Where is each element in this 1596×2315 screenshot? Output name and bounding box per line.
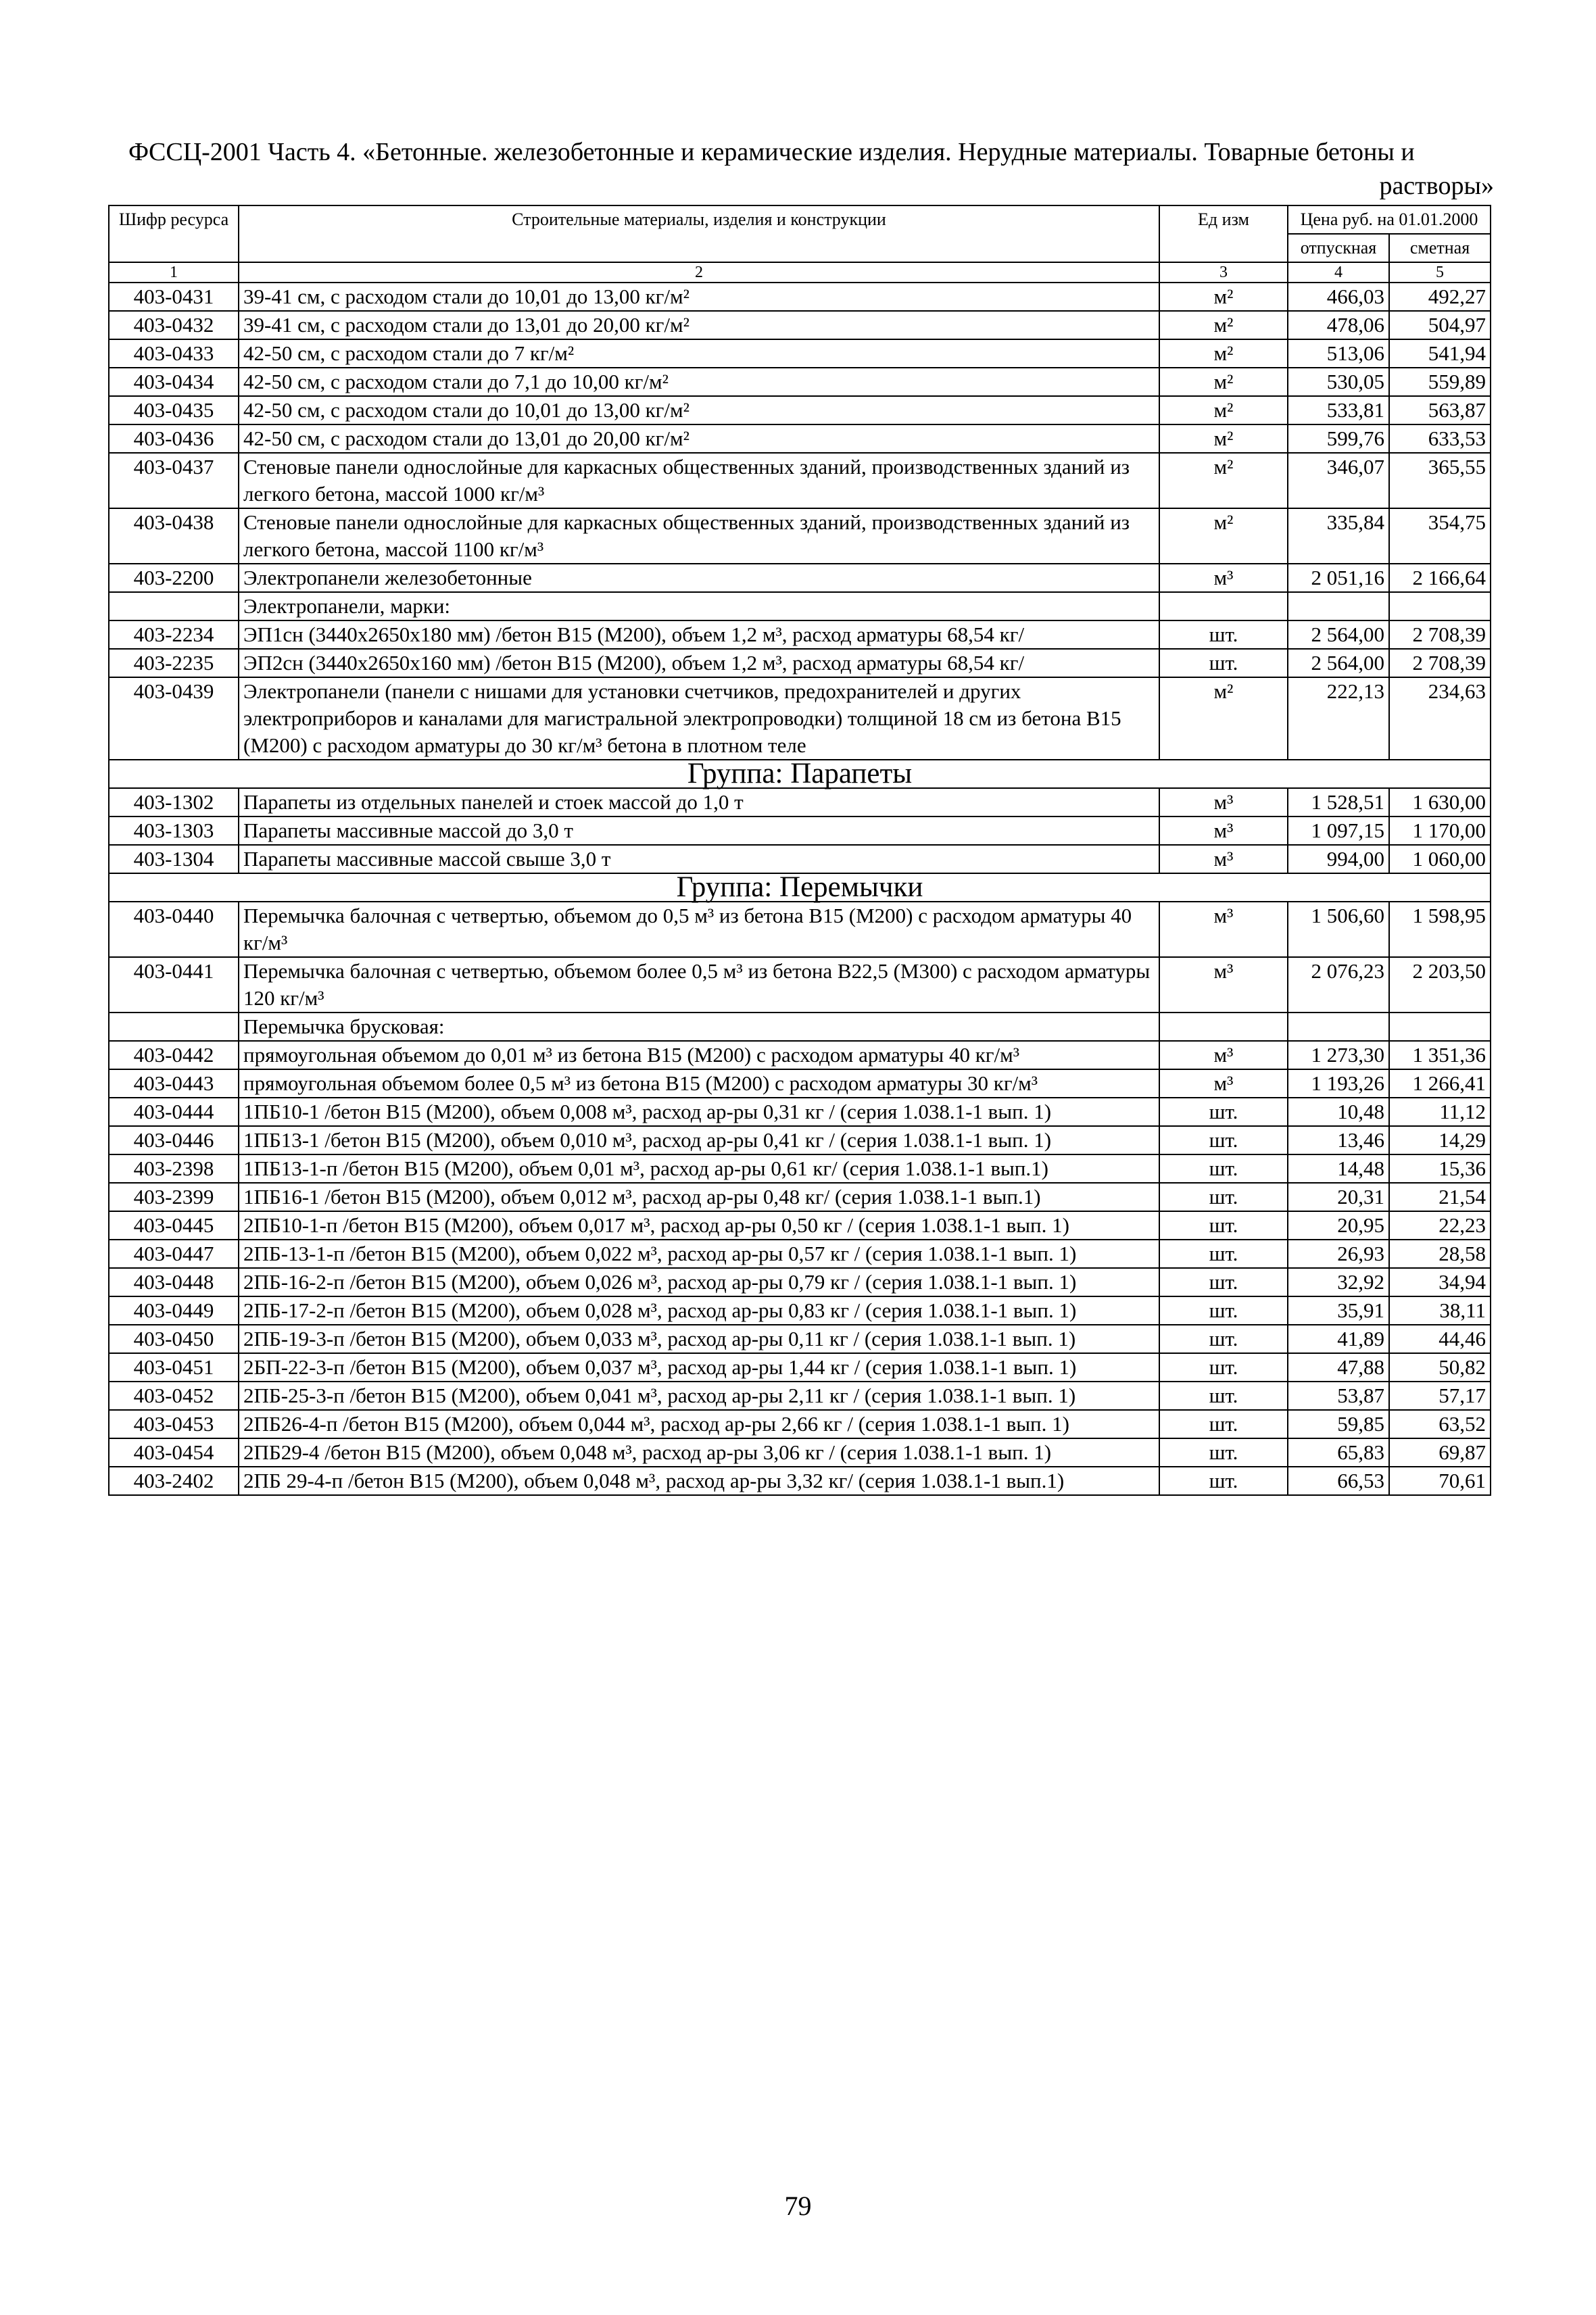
material-name-cell: 39-41 см, с расходом стали до 10,01 до 13,00 кг/м² (239, 283, 1159, 311)
resource-code-cell: 403-0447 (109, 1240, 239, 1268)
resource-code-cell: 403-0449 (109, 1296, 239, 1325)
release-price-cell: 13,46 (1288, 1126, 1389, 1154)
estimate-price-cell: 1 630,00 (1389, 788, 1491, 817)
table-row (109, 1069, 1491, 1098)
table-row (109, 339, 1491, 368)
material-name-cell: Перемычка балочная с четвертью, объемом до 0,5 м³ из бетона В15 (М200) с расходом арматуры 40 кг/м³ (239, 902, 1159, 957)
estimate-price-cell: 504,97 (1389, 311, 1491, 339)
release-price-cell: 2 076,23 (1288, 957, 1389, 1013)
table-row (109, 902, 1491, 957)
estimate-price-cell: 69,87 (1389, 1438, 1491, 1467)
estimate-price-cell: 21,54 (1389, 1183, 1491, 1211)
estimate-price-cell: 15,36 (1389, 1154, 1491, 1183)
resource-code-cell: 403-0440 (109, 902, 239, 957)
column-number: 1 (109, 262, 239, 283)
group-heading: Группа: Парапеты (109, 760, 1491, 788)
resource-code-cell: 403-2234 (109, 620, 239, 649)
table-row (109, 311, 1491, 339)
material-name-cell: 2БП-22-3-п /бетон В15 (М200), объем 0,037 м³, расход ар-ры 1,44 кг / (серия 1.038.1-1 вып. 1) (239, 1353, 1159, 1382)
unit-cell: шт. (1159, 649, 1288, 677)
material-name-cell: 42-50 см, с расходом стали до 10,01 до 13,00 кг/м² (239, 396, 1159, 424)
subheading-row (109, 592, 1491, 620)
release-price-cell (1288, 1013, 1389, 1041)
header-estimate: сметная (1389, 234, 1491, 262)
unit-cell: м² (1159, 396, 1288, 424)
table-row (109, 1410, 1491, 1438)
estimate-price-cell: 559,89 (1389, 368, 1491, 396)
estimate-price-cell: 563,87 (1389, 396, 1491, 424)
estimate-price-cell: 541,94 (1389, 339, 1491, 368)
unit-cell: шт. (1159, 1098, 1288, 1126)
material-name-cell: Электропанели (панели с нишами для установки счетчиков, предохранителей и других электроприборов и каналами для магистральной электропроводки) толщиной 18 см из бетона В15 (М200) с расходом арматуры до 30 кг/м³ бетона в плотном теле (239, 677, 1159, 760)
unit-cell: шт. (1159, 1240, 1288, 1268)
resource-code-cell: 403-0452 (109, 1382, 239, 1410)
resource-code-cell (109, 1013, 239, 1041)
estimate-price-cell: 2 708,39 (1389, 649, 1491, 677)
unit-cell: м³ (1159, 1069, 1288, 1098)
release-price-cell: 1 506,60 (1288, 902, 1389, 957)
release-price-cell: 2 564,00 (1288, 620, 1389, 649)
resource-code-cell: 403-1303 (109, 817, 239, 845)
estimate-price-cell: 1 170,00 (1389, 817, 1491, 845)
release-price-cell: 599,76 (1288, 424, 1389, 453)
column-number: 4 (1288, 262, 1389, 283)
material-name-cell: 39-41 см, с расходом стали до 13,01 до 20,00 кг/м² (239, 311, 1159, 339)
table-row (109, 677, 1491, 760)
estimate-price-cell: 38,11 (1389, 1296, 1491, 1325)
unit-cell: шт. (1159, 1410, 1288, 1438)
material-name-cell: Стеновые панели однослойные для каркасных общественных зданий, производственных зданий из легкого бетона, массой 1000 кг/м³ (239, 453, 1159, 508)
release-price-cell: 335,84 (1288, 508, 1389, 564)
unit-cell: шт. (1159, 1211, 1288, 1240)
material-name-cell: ЭП1сн (3440х2650х180 мм) /бетон В15 (М200), объем 1,2 м³, расход арматуры 68,54 кг/ (239, 620, 1159, 649)
release-price-cell: 20,31 (1288, 1183, 1389, 1211)
unit-cell: м³ (1159, 1041, 1288, 1069)
estimate-price-cell: 1 060,00 (1389, 845, 1491, 873)
estimate-price-cell: 34,94 (1389, 1268, 1491, 1296)
table-row (109, 1268, 1491, 1296)
material-name-cell: Перемычка брусковая: (239, 1013, 1159, 1041)
unit-cell: м² (1159, 677, 1288, 760)
resource-code-cell: 403-0443 (109, 1069, 239, 1098)
table-row (109, 283, 1491, 311)
material-name-cell: прямоугольная объемом до 0,01 м³ из бетона В15 (М200) с расходом арматуры 40 кг/м³ (239, 1041, 1159, 1069)
estimate-price-cell: 492,27 (1389, 283, 1491, 311)
estimate-price-cell: 2 708,39 (1389, 620, 1491, 649)
page-number: 79 (784, 2191, 812, 2221)
release-price-cell: 41,89 (1288, 1325, 1389, 1353)
table-row (109, 1438, 1491, 1467)
page-header-line-1: ФССЦ-2001 Часть 4. «Бетонные. железобетонные и керамические изделия. Нерудные материалы. Товарные бетоны и (128, 138, 1415, 166)
resource-code-cell: 403-0432 (109, 311, 239, 339)
resource-code-cell: 403-0438 (109, 508, 239, 564)
material-name-cell: 2ПБ-19-3-п /бетон В15 (М200), объем 0,033 м³, расход ар-ры 0,11 кг / (серия 1.038.1-1 вып. 1) (239, 1325, 1159, 1353)
release-price-cell: 2 051,16 (1288, 564, 1389, 592)
unit-cell: м² (1159, 311, 1288, 339)
page-header (128, 135, 1494, 203)
material-name-cell: Парапеты массивные массой до 3,0 т (239, 817, 1159, 845)
unit-cell: шт. (1159, 1268, 1288, 1296)
material-name-cell: 2ПБ-13-1-п /бетон В15 (М200), объем 0,022 м³, расход ар-ры 0,57 кг / (серия 1.038.1-1 вып. 1) (239, 1240, 1159, 1268)
resource-code-cell: 403-2200 (109, 564, 239, 592)
release-price-cell: 533,81 (1288, 396, 1389, 424)
page-header-line-2: растворы» (1379, 172, 1494, 200)
estimate-price-cell: 354,75 (1389, 508, 1491, 564)
resource-code-cell: 403-0450 (109, 1325, 239, 1353)
unit-cell: м² (1159, 453, 1288, 508)
release-price-cell: 1 193,26 (1288, 1069, 1389, 1098)
release-price-cell: 65,83 (1288, 1438, 1389, 1467)
release-price-cell: 222,13 (1288, 677, 1389, 760)
table-row (109, 1382, 1491, 1410)
table-row (109, 1353, 1491, 1382)
release-price-cell: 2 564,00 (1288, 649, 1389, 677)
table-row (109, 564, 1491, 592)
unit-cell (1159, 592, 1288, 620)
resource-code-cell: 403-0435 (109, 396, 239, 424)
resource-code-cell: 403-0434 (109, 368, 239, 396)
estimate-price-cell: 63,52 (1389, 1410, 1491, 1438)
resource-code-cell: 403-0445 (109, 1211, 239, 1240)
unit-cell: шт. (1159, 1325, 1288, 1353)
unit-cell: шт. (1159, 1183, 1288, 1211)
unit-cell (1159, 1013, 1288, 1041)
resource-code-cell: 403-2398 (109, 1154, 239, 1183)
material-name-cell: 1ПБ13-1-п /бетон В15 (М200), объем 0,01 м³, расход ар-ры 0,61 кг/ (серия 1.038.1-1 вып.1) (239, 1154, 1159, 1183)
material-name-cell: Парапеты из отдельных панелей и стоек массой до 1,0 т (239, 788, 1159, 817)
header-name: Строительные материалы, изделия и конструкции (239, 205, 1159, 262)
release-price-cell: 10,48 (1288, 1098, 1389, 1126)
material-name-cell: ЭП2сн (3440х2650х160 мм) /бетон В15 (М200), объем 1,2 м³, расход арматуры 68,54 кг/ (239, 649, 1159, 677)
unit-cell: шт. (1159, 1382, 1288, 1410)
subheading-row (109, 1013, 1491, 1041)
header-unit: Ед изм (1159, 205, 1288, 262)
group-heading: Группа: Перемычки (109, 873, 1491, 902)
material-name-cell: 2ПБ29-4 /бетон В15 (М200), объем 0,048 м³, расход ар-ры 3,06 кг / (серия 1.038.1-1 вып. 1) (239, 1438, 1159, 1467)
unit-cell: шт. (1159, 1353, 1288, 1382)
estimate-price-cell: 57,17 (1389, 1382, 1491, 1410)
unit-cell: шт. (1159, 1126, 1288, 1154)
estimate-price-cell: 1 266,41 (1389, 1069, 1491, 1098)
table-row (109, 649, 1491, 677)
estimate-price-cell: 28,58 (1389, 1240, 1491, 1268)
group-row (109, 873, 1491, 902)
estimate-price-cell: 44,46 (1389, 1325, 1491, 1353)
release-price-cell (1288, 592, 1389, 620)
table-row (109, 1098, 1491, 1126)
unit-cell: м³ (1159, 957, 1288, 1013)
price-table (108, 205, 1491, 1496)
resource-code-cell: 403-0448 (109, 1268, 239, 1296)
estimate-price-cell: 14,29 (1389, 1126, 1491, 1154)
resource-code-cell: 403-0453 (109, 1410, 239, 1438)
table-row (109, 453, 1491, 508)
resource-code-cell: 403-0439 (109, 677, 239, 760)
material-name-cell: 2ПБ-25-3-п /бетон В15 (М200), объем 0,041 м³, расход ар-ры 2,11 кг / (серия 1.038.1-1 вып. 1) (239, 1382, 1159, 1410)
unit-cell: м² (1159, 424, 1288, 453)
resource-code-cell: 403-0446 (109, 1126, 239, 1154)
resource-code-cell: 403-0444 (109, 1098, 239, 1126)
material-name-cell: 42-50 см, с расходом стали до 13,01 до 20,00 кг/м² (239, 424, 1159, 453)
release-price-cell: 994,00 (1288, 845, 1389, 873)
material-name-cell: 2ПБ10-1-п /бетон В15 (М200), объем 0,017 м³, расход ар-ры 0,50 кг / (серия 1.038.1-1 вып. 1) (239, 1211, 1159, 1240)
resource-code-cell: 403-0431 (109, 283, 239, 311)
unit-cell: м² (1159, 508, 1288, 564)
unit-cell: м³ (1159, 564, 1288, 592)
table-row (109, 1296, 1491, 1325)
table-row (109, 396, 1491, 424)
unit-cell: м³ (1159, 788, 1288, 817)
table-row (109, 1183, 1491, 1211)
resource-code-cell: 403-0433 (109, 339, 239, 368)
release-price-cell: 478,06 (1288, 311, 1389, 339)
unit-cell: м² (1159, 368, 1288, 396)
release-price-cell: 26,93 (1288, 1240, 1389, 1268)
release-price-cell: 466,03 (1288, 283, 1389, 311)
estimate-price-cell (1389, 592, 1491, 620)
resource-code-cell: 403-0441 (109, 957, 239, 1013)
resource-code-cell: 403-1302 (109, 788, 239, 817)
estimate-price-cell: 2 203,50 (1389, 957, 1491, 1013)
material-name-cell: 2ПБ 29-4-п /бетон В15 (М200), объем 0,048 м³, расход ар-ры 3,32 кг/ (серия 1.038.1-1 вып.1) (239, 1467, 1159, 1495)
unit-cell: шт. (1159, 620, 1288, 649)
material-name-cell: 2ПБ-16-2-п /бетон В15 (М200), объем 0,026 м³, расход ар-ры 0,79 кг / (серия 1.038.1-1 вып. 1) (239, 1268, 1159, 1296)
unit-cell: м³ (1159, 902, 1288, 957)
estimate-price-cell (1389, 1013, 1491, 1041)
estimate-price-cell: 11,12 (1389, 1098, 1491, 1126)
material-name-cell: 1ПБ10-1 /бетон В15 (М200), объем 0,008 м³, расход ар-ры 0,31 кг / (серия 1.038.1-1 вып. 1) (239, 1098, 1159, 1126)
table-row (109, 424, 1491, 453)
table-row (109, 1325, 1491, 1353)
table-row (109, 1211, 1491, 1240)
unit-cell: м² (1159, 339, 1288, 368)
material-name-cell: 1ПБ16-1 /бетон В15 (М200), объем 0,012 м³, расход ар-ры 0,48 кг/ (серия 1.038.1-1 вып.1) (239, 1183, 1159, 1211)
resource-code-cell: 403-0442 (109, 1041, 239, 1069)
release-price-cell: 530,05 (1288, 368, 1389, 396)
estimate-price-cell: 234,63 (1389, 677, 1491, 760)
material-name-cell: Электропанели, марки: (239, 592, 1159, 620)
material-name-cell: 42-50 см, с расходом стали до 7 кг/м² (239, 339, 1159, 368)
material-name-cell: 2ПБ26-4-п /бетон В15 (М200), объем 0,044 м³, расход ар-ры 2,66 кг / (серия 1.038.1-1 вып. 1) (239, 1410, 1159, 1438)
estimate-price-cell: 22,23 (1389, 1211, 1491, 1240)
resource-code-cell: 403-0451 (109, 1353, 239, 1382)
unit-cell: м³ (1159, 817, 1288, 845)
material-name-cell: Перемычка балочная с четвертью, объемом более 0,5 м³ из бетона В22,5 (М300) с расходом арматуры 120 кг/м³ (239, 957, 1159, 1013)
price-table-body (109, 283, 1491, 1495)
material-name-cell: прямоугольная объемом более 0,5 м³ из бетона В15 (М200) с расходом арматуры 30 кг/м³ (239, 1069, 1159, 1098)
column-number-row (109, 262, 1491, 283)
table-row (109, 817, 1491, 845)
table-row (109, 788, 1491, 817)
material-name-cell: Парапеты массивные массой свыше 3,0 т (239, 845, 1159, 873)
table-row (109, 957, 1491, 1013)
table-row (109, 620, 1491, 649)
header-code: Шифр ресурса (109, 205, 239, 262)
material-name-cell: Электропанели железобетонные (239, 564, 1159, 592)
release-price-cell: 1 097,15 (1288, 817, 1389, 845)
table-row (109, 1467, 1491, 1495)
resource-code-cell: 403-0437 (109, 453, 239, 508)
estimate-price-cell: 1 351,36 (1389, 1041, 1491, 1069)
unit-cell: шт. (1159, 1154, 1288, 1183)
material-name-cell: 2ПБ-17-2-п /бетон В15 (М200), объем 0,028 м³, расход ар-ры 0,83 кг / (серия 1.038.1-1 вып. 1) (239, 1296, 1159, 1325)
release-price-cell: 59,85 (1288, 1410, 1389, 1438)
resource-code-cell: 403-1304 (109, 845, 239, 873)
table-row (109, 1154, 1491, 1183)
release-price-cell: 1 273,30 (1288, 1041, 1389, 1069)
unit-cell: шт. (1159, 1467, 1288, 1495)
release-price-cell: 35,91 (1288, 1296, 1389, 1325)
estimate-price-cell: 1 598,95 (1389, 902, 1491, 957)
resource-code-cell (109, 592, 239, 620)
header-release: отпускная (1288, 234, 1389, 262)
release-price-cell: 1 528,51 (1288, 788, 1389, 817)
unit-cell: м² (1159, 283, 1288, 311)
release-price-cell: 513,06 (1288, 339, 1389, 368)
material-name-cell: Стеновые панели однослойные для каркасных общественных зданий, производственных зданий из легкого бетона, массой 1100 кг/м³ (239, 508, 1159, 564)
estimate-price-cell: 365,55 (1389, 453, 1491, 508)
column-number: 2 (239, 262, 1159, 283)
table-row (109, 1041, 1491, 1069)
unit-cell: шт. (1159, 1296, 1288, 1325)
unit-cell: м³ (1159, 845, 1288, 873)
price-table-header (109, 205, 1491, 283)
group-row (109, 760, 1491, 788)
resource-code-cell: 403-2235 (109, 649, 239, 677)
resource-code-cell: 403-0436 (109, 424, 239, 453)
release-price-cell: 20,95 (1288, 1211, 1389, 1240)
unit-cell: шт. (1159, 1438, 1288, 1467)
column-number: 3 (1159, 262, 1288, 283)
table-row (109, 1126, 1491, 1154)
table-row (109, 1240, 1491, 1268)
release-price-cell: 346,07 (1288, 453, 1389, 508)
estimate-price-cell: 633,53 (1389, 424, 1491, 453)
release-price-cell: 66,53 (1288, 1467, 1389, 1495)
column-number: 5 (1389, 262, 1491, 283)
resource-code-cell: 403-2399 (109, 1183, 239, 1211)
release-price-cell: 32,92 (1288, 1268, 1389, 1296)
table-row (109, 368, 1491, 396)
table-row (109, 845, 1491, 873)
estimate-price-cell: 2 166,64 (1389, 564, 1491, 592)
material-name-cell: 1ПБ13-1 /бетон В15 (М200), объем 0,010 м³, расход ар-ры 0,41 кг / (серия 1.038.1-1 вып. 1) (239, 1126, 1159, 1154)
release-price-cell: 14,48 (1288, 1154, 1389, 1183)
release-price-cell: 47,88 (1288, 1353, 1389, 1382)
table-row (109, 508, 1491, 564)
material-name-cell: 42-50 см, с расходом стали до 7,1 до 10,00 кг/м² (239, 368, 1159, 396)
estimate-price-cell: 70,61 (1389, 1467, 1491, 1495)
header-price: Цена руб. на 01.01.2000 (1288, 205, 1491, 234)
resource-code-cell: 403-2402 (109, 1467, 239, 1495)
release-price-cell: 53,87 (1288, 1382, 1389, 1410)
resource-code-cell: 403-0454 (109, 1438, 239, 1467)
estimate-price-cell: 50,82 (1389, 1353, 1491, 1382)
